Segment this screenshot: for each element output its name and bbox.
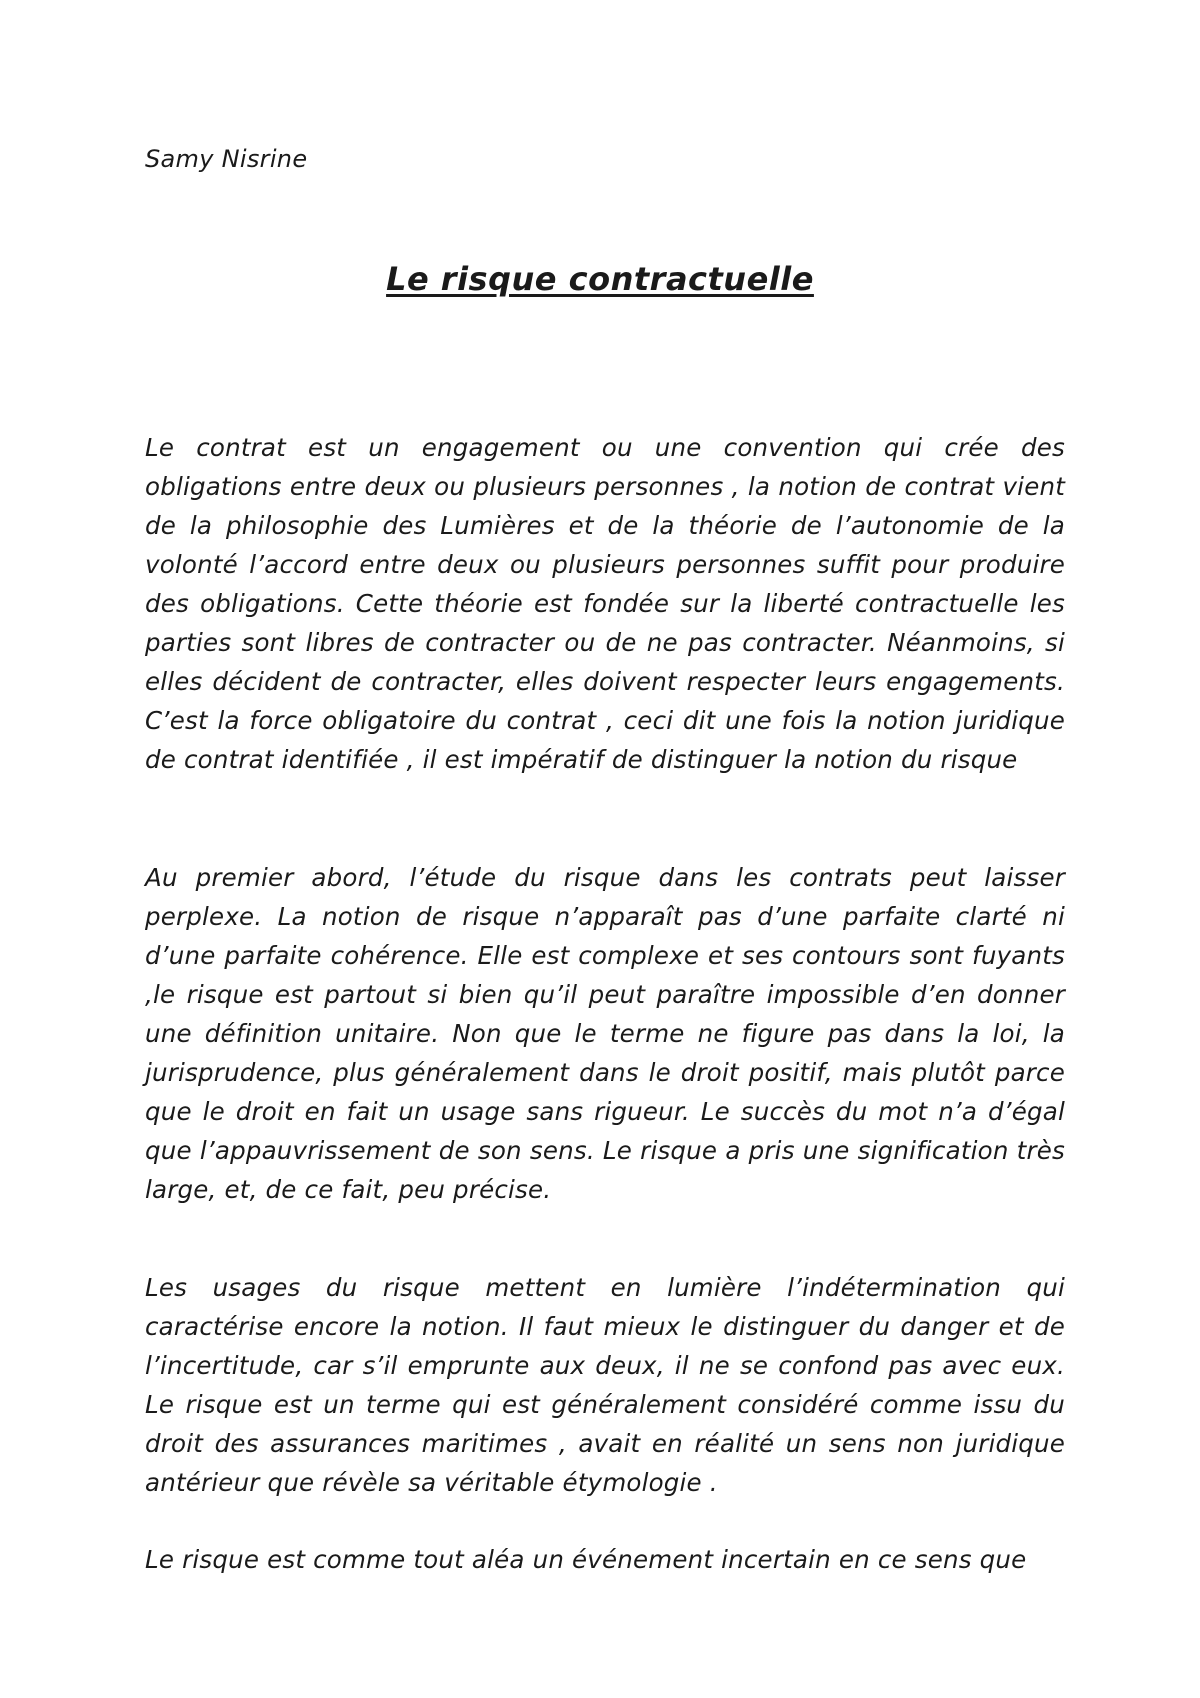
paragraph-3: Les usages du risque mettent en lumière l’indétermination qui caractérise encore la notion. Il faut mieux le distinguer du danger et de l’incertitude, car s’il emprunte aux deux, il ne se confond pas avec eux. Le risque est un terme qui est généralement considéré comme issu du droit des assurances maritimes , avait en réalité un sens non juridique antérieur que révèle sa véritable étymologie . (145, 1273, 1065, 1497)
paragraph-4: Le risque est comme tout aléa un événement incertain en ce sens que (145, 1545, 1027, 1574)
paragraph-2: Au premier abord, l’étude du risque dans les contrats peut laisser perplexe. La notion de risque n’apparaît pas d’une parfaite clarté ni d’une parfaite cohérence. Elle est complexe et ses contours sont fuyants ,le risque est partout si bien qu’il peut paraître impossible d’en donner une définition unitaire. Non que le terme ne figure pas dans la loi, la jurisprudence, plus généralement dans le droit positif, mais plutôt parce que le droit en fait un usage sans rigueur. Le succès du mot n’a d’égal que l’appauvrissement de son sens. Le risque a pris une signification très large, et, de ce fait, peu précise. (145, 863, 1065, 1204)
paragraph-1: Le contrat est un engagement ou une convention qui crée des obligations entre deux ou plusieurs personnes , la notion de contrat vient de la philosophie des Lumières et de la théorie de l’autonomie de la volonté l’accord entre deux ou plusieurs personnes suffit pour produire des obligations. Cette théorie est fondée sur la liberté contractuelle les parties sont libres de contracter ou de ne pas contracter. Néanmoins, si elles décident de contracter, elles doivent respecter leurs engagements. C’est la force obligatoire du contrat , ceci dit une fois la notion juridique de contrat identifiée , il est impératif de distinguer la notion du risque (145, 433, 1065, 774)
document-title: Le risque contractuelle (386, 260, 814, 298)
author-name: Samy Nisrine (145, 145, 308, 173)
